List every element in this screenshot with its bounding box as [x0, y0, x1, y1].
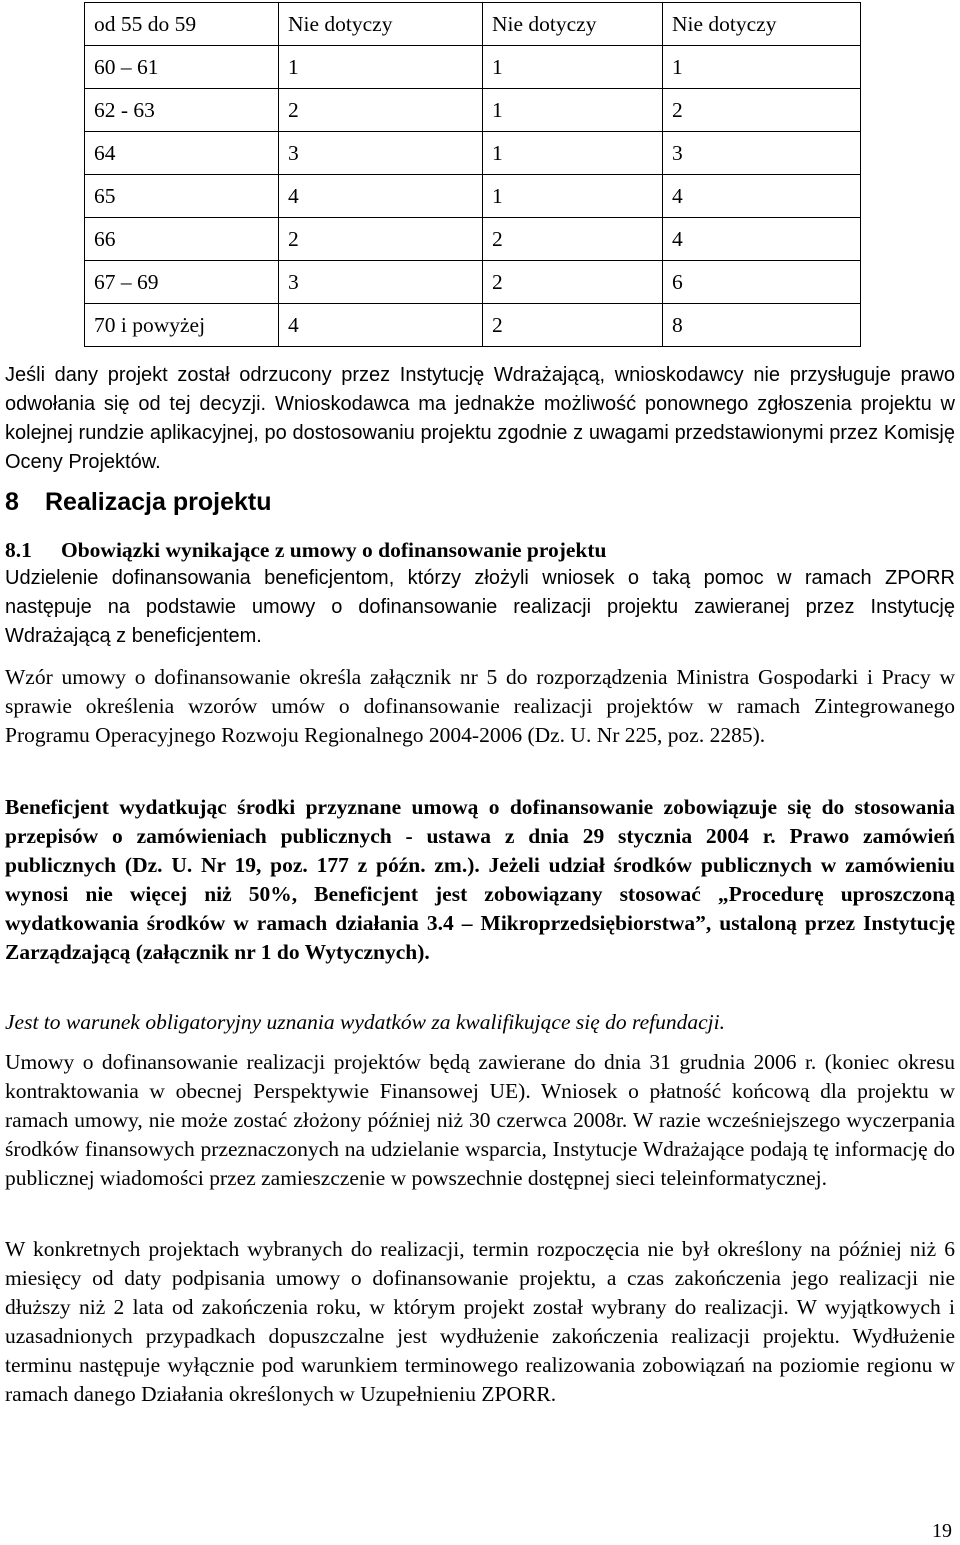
subsection-number: 8.1 [5, 538, 32, 562]
table-cell: 4 [279, 304, 483, 347]
table-row [85, 132, 861, 175]
table-cell: 1 [483, 175, 663, 218]
table-cell: od 55 do 59 [85, 3, 279, 46]
table-row [85, 175, 861, 218]
table-cell: 60 – 61 [85, 46, 279, 89]
table-row [85, 89, 861, 132]
table-cell: 67 – 69 [85, 261, 279, 304]
section-number: 8 [5, 488, 19, 516]
table-cell: 2 [279, 89, 483, 132]
table-cell: 2 [483, 218, 663, 261]
table-cell: 1 [483, 46, 663, 89]
table-row [85, 304, 861, 347]
table-cell: 3 [663, 132, 861, 175]
table-cell: 1 [663, 46, 861, 89]
section-title: Realizacja projektu [45, 488, 272, 516]
table-cell: 2 [279, 218, 483, 261]
table-cell: Nie dotyczy [279, 3, 483, 46]
paragraph: Wzór umowy o dofinansowanie określa załącznik nr 5 do rozporządzenia Ministra Gospodarki i Pracy w sprawie określenia wzorów umów o dofinansowanie realizacji projektów w ramach Zintegrowanego Programu Operacyjnego Rozwoju Regionalnego 2004-2006 (Dz. U. Nr 225, poz. 2285). [5, 665, 955, 747]
table-cell: 70 i powyżej [85, 304, 279, 347]
paragraph-procurement: Beneficjent wydatkując środki przyznane umową o dofinansowanie zobowiązuje się do stosowania przepisów o zamówieniach publicznych - ustawa z dnia 29 stycznia 2004 r. Prawo zamówień publicznych (Dz. U. Nr 19, poz. 177 z późn. zm.). Jeżeli udział środków publicznych w zamówieniu wynosi nie więcej niż 50%, Beneficjent jest zobowiązany stosować „Procedurę uproszczoną wydatkowania środków w ramach działania 3.4 – Mikroprzedsiębiorstwa”, ustaloną przez Instytucję Zarządzającą (załącznik nr 1 do Wytycznych). [5, 795, 955, 964]
subsection-title: Obowiązki wynikające z umowy o dofinansowanie projektu [61, 538, 607, 562]
table-cell: 62 - 63 [85, 89, 279, 132]
paragraph-note: Jest to warunek obligatoryjny uznania wydatków za kwalifikujące się do refundacji. [5, 1010, 725, 1034]
page-number: 19 [932, 1520, 952, 1542]
subsection-heading [5, 536, 607, 564]
table-cell: 1 [483, 89, 663, 132]
table-cell: 65 [85, 175, 279, 218]
table-cell: Nie dotyczy [483, 3, 663, 46]
table-cell: 4 [663, 218, 861, 261]
paragraph: Umowy o dofinansowanie realizacji projektów będą zawierane do dnia 31 grudnia 2006 r. (koniec okresu kontraktowania w obecnej Perspektywie Finansowej UE). Wniosek o płatność końcową dla projektu w ramach umowy, nie może zostać złożony później niż 30 czerwca 2008r. W razie wcześniejszego wyczerpania środków finansowych przeznaczonych na udzielanie wsparcia, Instytucje Wdrażające podają tę informację do publicznej wiadomości przez zamieszczenie w powszechnie dostępnej sieci teleinformatycznej. [5, 1050, 955, 1190]
table-cell: 4 [663, 175, 861, 218]
paragraph-rejection: Jeśli dany projekt został odrzucony przez Instytucję Wdrażającą, wnioskodawcy nie przysługuje prawo odwołania się od tej decyzji. Wnioskodawca ma jednakże możliwość ponownego zgłoszenia projektu w kolejnej rundzie aplikacyjnej, po dostosowaniu projektu zgodnie z uwagami przedstawionymi przez Komisję Oceny Projektów. [5, 364, 955, 473]
table-cell: 3 [279, 261, 483, 304]
table-cell: 2 [483, 261, 663, 304]
section-heading [5, 487, 271, 517]
table-cell: 1 [279, 46, 483, 89]
table-cell: 4 [279, 175, 483, 218]
table-cell: 64 [85, 132, 279, 175]
table-cell: 6 [663, 261, 861, 304]
table-cell: 66 [85, 218, 279, 261]
table-cell: 3 [279, 132, 483, 175]
paragraph: W konkretnych projektach wybranych do realizacji, termin rozpoczęcia nie był określony na później niż 6 miesięcy od daty podpisania umowy o dofinansowanie projektu, a czas zakończenia jego realizacji nie dłuższy niż 2 lata od zakończenia roku, w którym projekt został wybrany do realizacji. W wyjątkowych i uzasadnionych przypadkach dopuszczalne jest wydłużenie zakończenia realizacji projektu. Wydłużenie terminu następuje wyłącznie pod warunkiem terminowego realizowania zobowiązań na poziomie regionu w ramach danego Działania określonych w Uzupełnieniu ZPORR. [5, 1237, 955, 1406]
table-row [85, 261, 861, 304]
table-cell: 8 [663, 304, 861, 347]
table-cell: 2 [483, 304, 663, 347]
score-table [84, 2, 861, 347]
table-row [85, 3, 861, 46]
paragraph: Udzielenie dofinansowania beneficjentom, którzy złożyli wniosek o taką pomoc w ramach ZPORR następuje na podstawie umowy o dofinansowanie realizacji projektu zawieranej przez Instytucję Wdrażającą z beneficjentem. [5, 567, 955, 647]
table-row [85, 218, 861, 261]
table-cell: 2 [663, 89, 861, 132]
table-row [85, 46, 861, 89]
table-cell: 1 [483, 132, 663, 175]
table-cell: Nie dotyczy [663, 3, 861, 46]
